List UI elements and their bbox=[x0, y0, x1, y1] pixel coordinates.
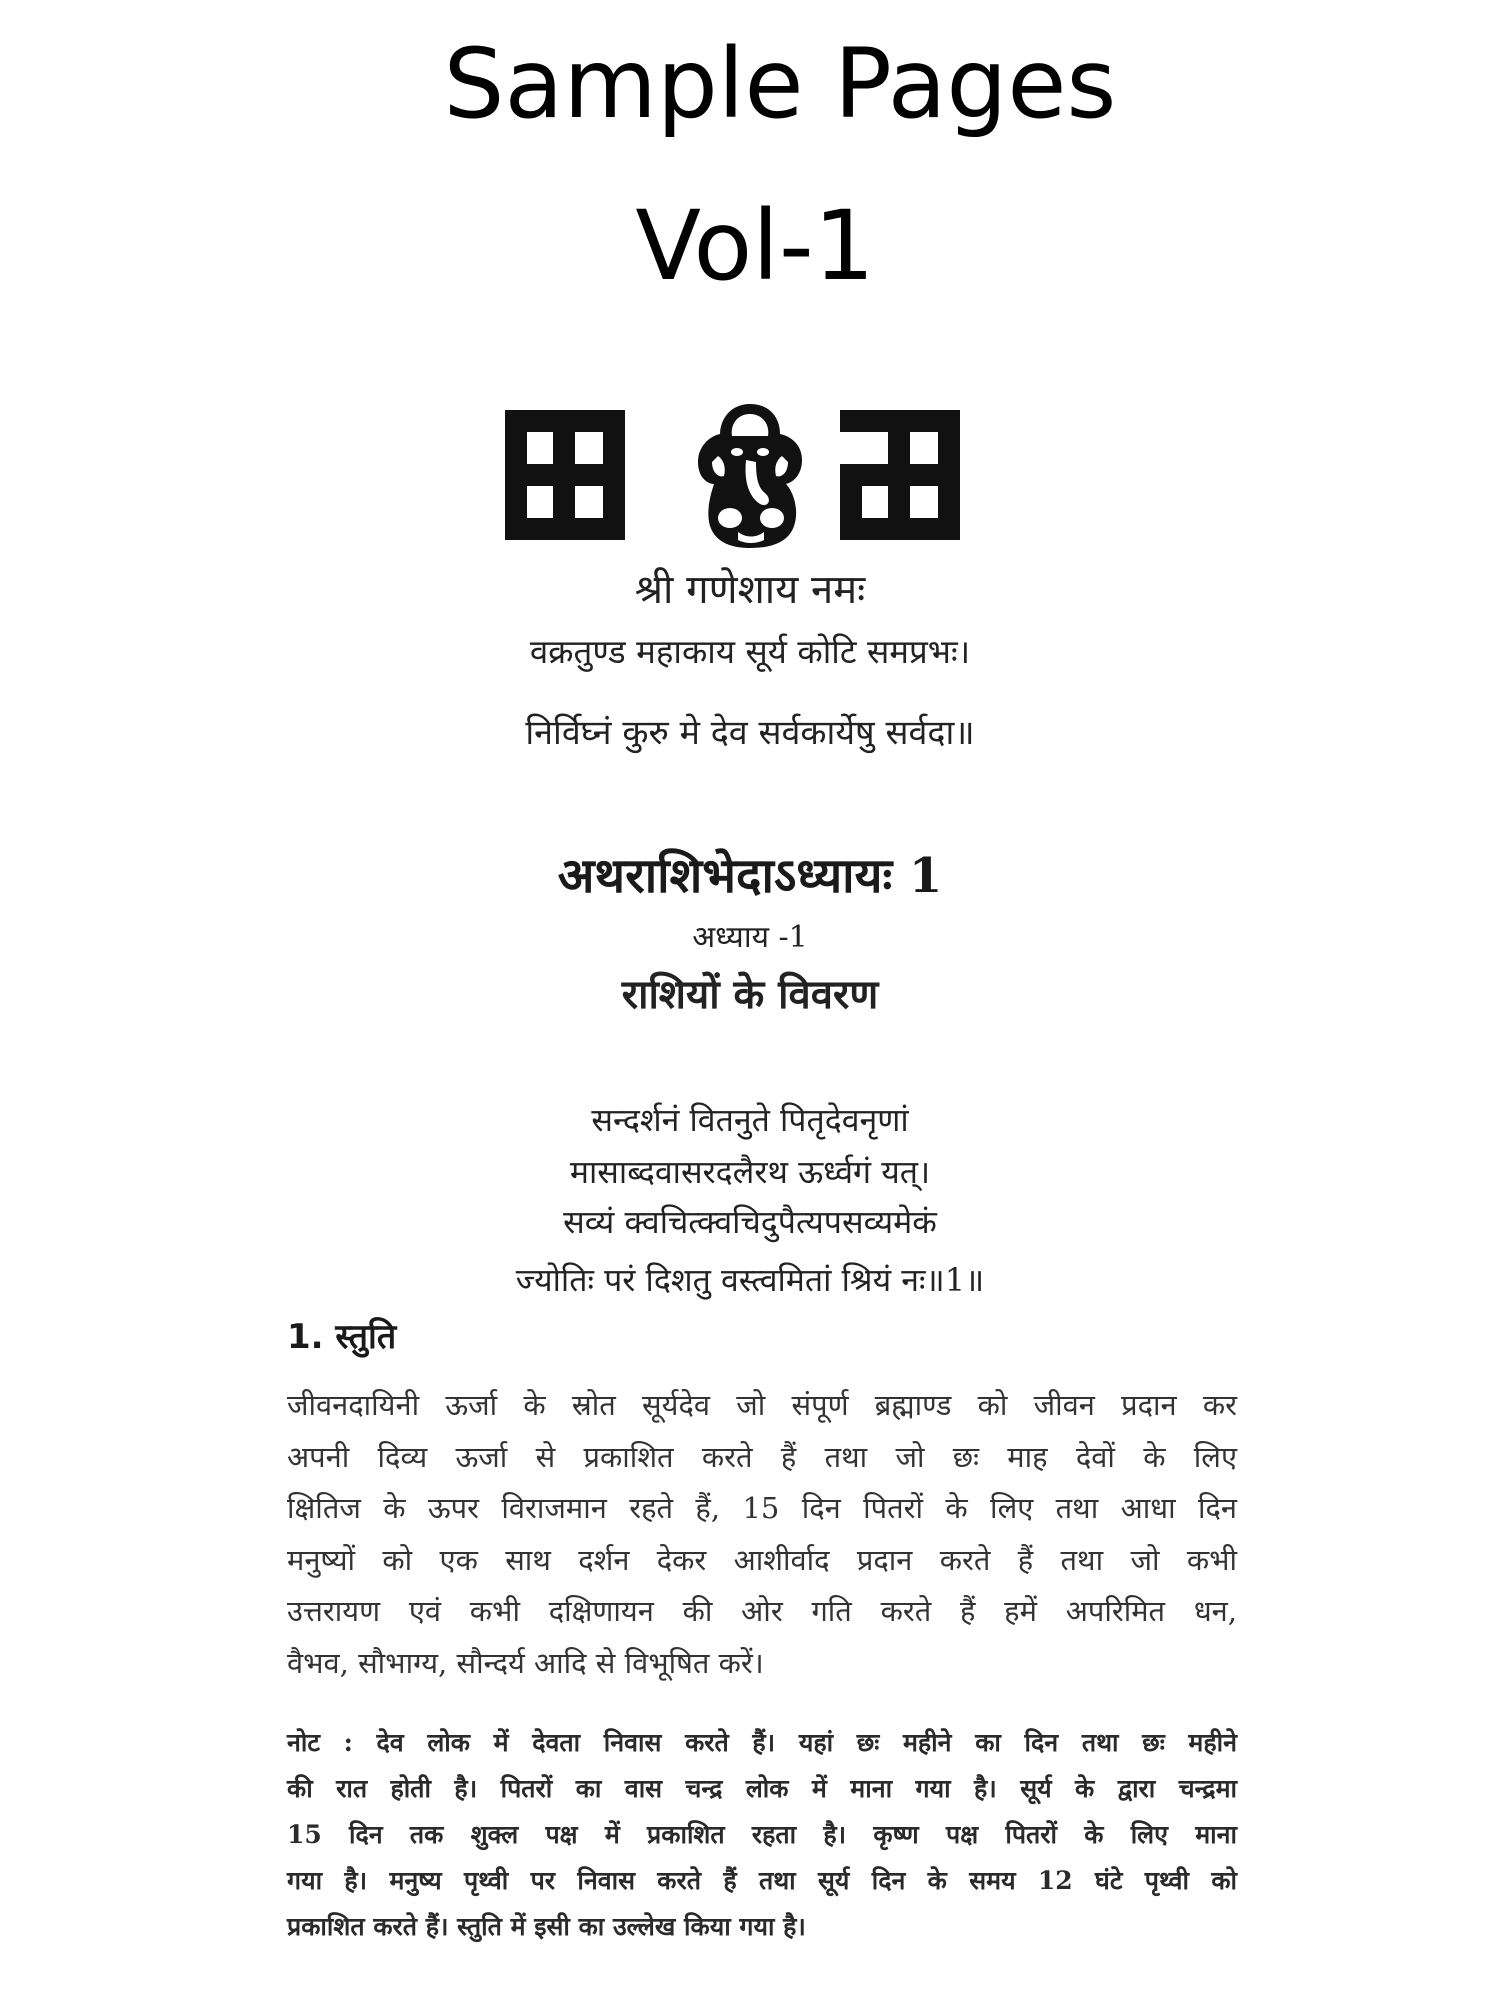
note-line: नोट : देव लोक में देवता निवास करते हैं। यहां छः महीने का दिन तथा छः महीने bbox=[287, 1728, 1237, 1757]
shloka-line: सन्दर्शनं वितनुते पितृदेवनृणां bbox=[591, 1101, 909, 1139]
paragraph-line: मनुष्यों को एक साथ दर्शन देकर आशीर्वाद प्रदान करते हैं तथा जो कभी bbox=[287, 1542, 1237, 1577]
shloka-line: मासाब्दवासरदलैरथ ऊर्ध्वगं यत्। bbox=[569, 1153, 931, 1191]
chapter-title: राशियों के विवरण bbox=[621, 971, 879, 1018]
section-heading: 1. स्तुति bbox=[287, 1317, 397, 1357]
ganesha-icon bbox=[690, 400, 810, 550]
note-line: 15 दिन तक शुक्ल पक्ष में प्रकाशित रहता है। कृष्ण पक्ष पितरों के लिए माना bbox=[287, 1820, 1237, 1849]
swastika-icon bbox=[840, 400, 960, 550]
note-line: की रात होती है। पितरों का वास चन्द्र लोक में माना गया है। सूर्य के द्वारा चन्द्रमा bbox=[287, 1774, 1237, 1803]
paragraph-line: जीवनदायिनी ऊर्जा के स्रोत सूर्यदेव जो संपूर्ण ब्रह्माण्ड को जीवन प्रदान कर bbox=[287, 1388, 1237, 1422]
paragraph-line: वैभव, सौभाग्य, सौन्दर्य आदि से विभूषित करें। bbox=[287, 1645, 764, 1680]
volume-label: Vol-1 bbox=[635, 190, 875, 302]
chapter-subheading: अध्याय -1 bbox=[692, 920, 808, 955]
page-title: Sample Pages bbox=[443, 28, 1117, 140]
emblem-row bbox=[500, 400, 1000, 560]
shloka-line: सव्यं क्वचित्क्वचिदुपैत्यपसव्यमेकं bbox=[563, 1203, 937, 1241]
note-paragraph bbox=[287, 1720, 1237, 1950]
verse-line: निर्विघ्नं कुरु मे देव सर्वकार्येषु सर्वदा॥ bbox=[525, 713, 975, 753]
swastika-icon bbox=[505, 400, 625, 550]
verse-line: वक्रतुण्ड महाकाय सूर्य कोटि समप्रभः। bbox=[529, 632, 971, 671]
paragraph-line: उत्तरायण एवं कभी दक्षिणायन की ओर गति करते हैं हमें अपरिमित धन, bbox=[287, 1594, 1237, 1628]
note-line: प्रकाशित करते हैं। स्तुति में इसी का उल्लेख किया गया है। bbox=[287, 1912, 806, 1941]
invocation: श्री गणेशाय नमः bbox=[634, 567, 866, 613]
paragraph-line: क्षितिज के ऊपर विराजमान रहते हैं, 15 दिन पितरों के लिए तथा आधा दिन bbox=[287, 1491, 1237, 1525]
paragraph-line: अपनी दिव्य ऊर्जा से प्रकाशित करते हैं तथा जो छः माह देवों के लिए bbox=[287, 1439, 1237, 1474]
shloka-line: ज्योतिः परं दिशतु वस्त्वमितां श्रियं नः॥1॥ bbox=[515, 1261, 985, 1299]
chapter-heading: अथराशिभेदाऽध्यायः 1 bbox=[557, 848, 943, 904]
body-paragraph bbox=[287, 1380, 1237, 1689]
note-line: गया है। मनुष्य पृथ्वी पर निवास करते हैं तथा सूर्य दिन के समय 12 घंटे पृथ्वी को bbox=[287, 1866, 1237, 1895]
